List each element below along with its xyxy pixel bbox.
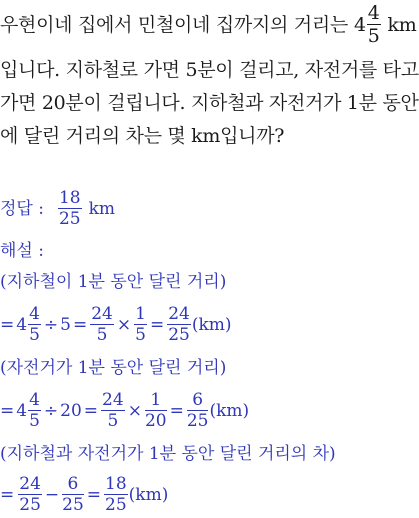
minus-sign: −	[44, 484, 60, 505]
equals-sign: =	[169, 400, 184, 421]
question-fraction-numerator: 4	[367, 2, 380, 24]
answer-numerator: 18	[58, 188, 81, 208]
explanation-label: 해설 :	[0, 241, 44, 261]
fraction	[101, 392, 125, 430]
numerator: 24	[168, 304, 190, 324]
question-whole-number: 4	[353, 13, 366, 36]
denominator: 25	[62, 495, 84, 515]
whole-number: 4	[16, 314, 28, 335]
denominator: 5	[29, 411, 40, 431]
equals-sign: =	[0, 314, 15, 335]
numerator: 6	[62, 476, 84, 495]
numerator: 4	[29, 304, 40, 324]
fraction	[62, 476, 84, 514]
fraction	[28, 392, 41, 430]
denominator: 25	[19, 495, 41, 515]
denominator: 5	[135, 325, 146, 345]
numerator: 6	[187, 392, 209, 411]
numerator: 24	[102, 390, 124, 410]
equals-sign: =	[0, 400, 15, 421]
equals-sign: =	[0, 484, 15, 505]
numerator: 1	[135, 304, 146, 324]
denominator: 5	[107, 411, 119, 431]
answer-fraction	[58, 190, 82, 228]
question-line-3: 가면 20분이 걸립니다. 지하철과 자전거가 1분 동안	[0, 92, 419, 114]
denominator: 5	[96, 325, 108, 345]
question-fraction-denominator: 5	[367, 25, 380, 47]
numerator: 18	[105, 474, 127, 494]
fraction	[18, 476, 42, 514]
fraction	[145, 392, 167, 430]
denominator: 25	[105, 495, 127, 515]
step1-title: (지하철이 1분 동안 달린 거리)	[0, 272, 227, 292]
numerator: 24	[91, 304, 113, 324]
question-fraction	[367, 4, 381, 46]
question-text: 우현이네 집에서 민철이네 집까지의 거리는	[0, 13, 348, 36]
step1-equation	[0, 306, 232, 344]
numerator: 4	[29, 390, 40, 410]
fraction	[187, 392, 209, 430]
question-line-1	[0, 4, 416, 46]
question-line-2: 입니다. 지하철로 가면 5분이 걸리고, 자전거를 타고	[0, 59, 419, 81]
fraction	[104, 476, 128, 514]
fraction	[167, 306, 191, 344]
step3-equation	[0, 476, 168, 514]
times-sign: ×	[116, 314, 132, 335]
divide-sign: ÷	[43, 314, 59, 335]
divisor: 20	[60, 400, 82, 421]
denominator: 25	[186, 411, 209, 431]
step2-equation	[0, 392, 249, 430]
denominator: 25	[168, 325, 190, 345]
answer-unit: km	[88, 198, 116, 219]
question-line-4: 에 달린 거리의 차는 몇 km입니까?	[0, 125, 285, 147]
equals-sign: =	[72, 314, 88, 335]
unit: (km)	[128, 484, 169, 505]
times-sign: ×	[127, 400, 142, 421]
unit: (km)	[209, 400, 250, 421]
step3-title: (지하철과 자전거가 1분 동안 달린 거리의 차)	[0, 444, 336, 464]
answer-denominator: 25	[58, 209, 81, 229]
fraction	[28, 306, 41, 344]
question-unit: km	[387, 13, 417, 36]
equals-sign: =	[149, 314, 165, 335]
divide-sign: ÷	[43, 400, 59, 421]
denominator: 5	[29, 325, 40, 345]
fraction	[134, 306, 147, 344]
numerator: 24	[19, 474, 41, 494]
unit: (km)	[191, 314, 232, 335]
equals-sign: =	[83, 400, 99, 421]
step2-title: (자전거가 1분 동안 달린 거리)	[0, 358, 227, 378]
divisor: 5	[60, 314, 71, 335]
answer-label: 정답 :	[0, 198, 44, 219]
whole-number: 4	[16, 400, 28, 421]
denominator: 20	[144, 411, 167, 431]
answer-line	[0, 190, 115, 228]
fraction	[90, 306, 114, 344]
numerator: 1	[145, 392, 167, 411]
equals-sign: =	[86, 484, 102, 505]
